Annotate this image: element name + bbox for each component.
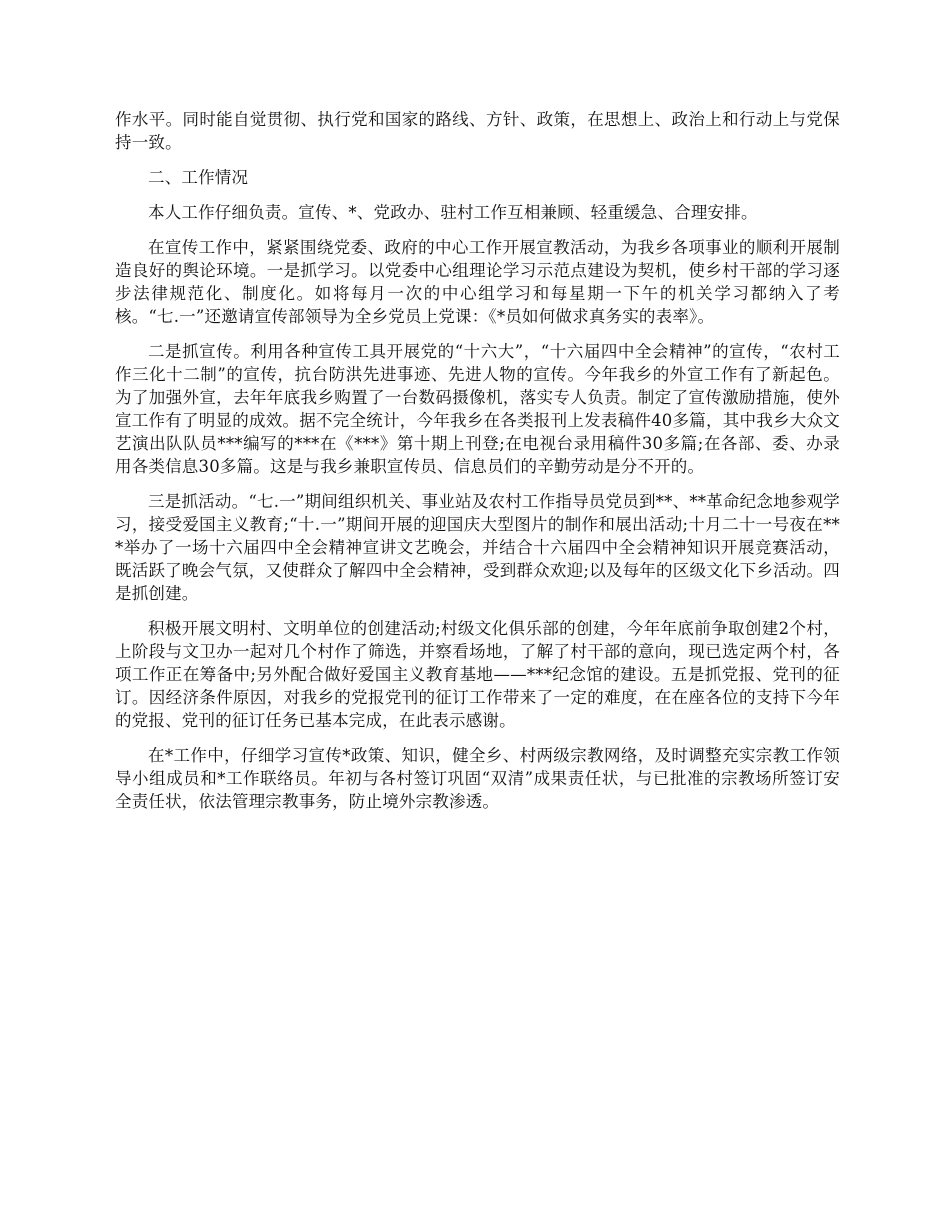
paragraph-propaganda-study: 在宣传工作中，紧紧围绕党委、政府的中心工作开展宣教活动，为我乡各项事业的顺利开展制造良好的舆论环境。一是抓学习。以党委中心组理论学习示范点建设为契机，使乡村干部的学习逐步法律规范化、制度化。如将每月一次的中心组学习和每星期一下午的机关学习都纳入了考核。“七.一”还邀请宣传部领导为全乡党员上党课：《*员如何做求真务实的表率》。: [115, 238, 840, 326]
section-heading-work-situation: 二、工作情况: [148, 168, 249, 187]
paragraph-duties: 本人工作仔细负责。宣传、*、党政办、驻村工作互相兼顾、轻重缓急、合理安排。: [148, 203, 758, 222]
paragraph-religion-work: 在*工作中，仔细学习宣传*政策、知识，健全乡、村两级宗教网络，及时调整充实宗教工作领导小组成员和*工作联络员。年初与各村签订巩固“双清”成果责任状，与已批准的宗教场所签订安全责任状，依法管理宗教事务，防止境外宗教渗透。: [115, 746, 840, 811]
paragraph-continuation: 作水平。同时能自觉贯彻、执行党和国家的路线、方针、政策，在思想上、政治上和行动上与党保持一致。: [115, 110, 840, 152]
paragraph-activities: 三是抓活动。“七.一”期间组织机关、事业站及农村工作指导员党员到**、**革命纪念地参观学习，接受爱国主义教育;“十.一”期间开展的迎国庆大型图片的制作和展出活动;十月二十一号夜在***举办了一场十六届四中全会精神宣讲文艺晚会，并结合十六届四中全会精神知识开展竞赛活动，既活跃了晚会气氛，又使群众了解四中全会精神，受到群众欢迎;以及每年的区级文化下乡活动。四是抓创建。: [115, 492, 840, 603]
paragraph-creation: 积极开展文明村、文明单位的创建活动;村级文化俱乐部的创建，今年年底前争取创建2个村，上阶段与文卫办一起对几个村作了筛选，并察看场地，了解了村干部的意向，现已选定两个村，各项工作正在筹备中;另外配合做好爱国主义教育基地——***纪念馆的建设。五是抓党报、党刊的征订。因经济条件原因，对我乡的党报党刊的征订工作带来了一定的难度，在在座各位的支持下今年的党报、党刊的征订任务已基本完成，在此表示感谢。: [115, 619, 840, 730]
paragraph-propaganda-publicity: 二是抓宣传。利用各种宣传工具开展党的“十六大”，“十六届四中全会精神”的宣传，“农村工作三化十二制”的宣传，抗台防洪先进事迹、先进人物的宣传。今年我乡的外宣工作有了新起色。为了加强外宣，去年年底我乡购置了一台数码摄像机，落实专人负责。制定了宣传激励措施，使外宣工作有了明显的成效。据不完全统计，今年我乡在各类报刊上发表稿件40多篇，其中我乡大众文艺演出队队员***编写的***在《***》第十期上刊登;在电视台录用稿件30多篇;在各部、委、办录用各类信息30多篇。这是与我乡兼职宣传员、信息员们的辛勤劳动是分不开的。: [115, 342, 840, 476]
document-page: [115, 108, 840, 825]
